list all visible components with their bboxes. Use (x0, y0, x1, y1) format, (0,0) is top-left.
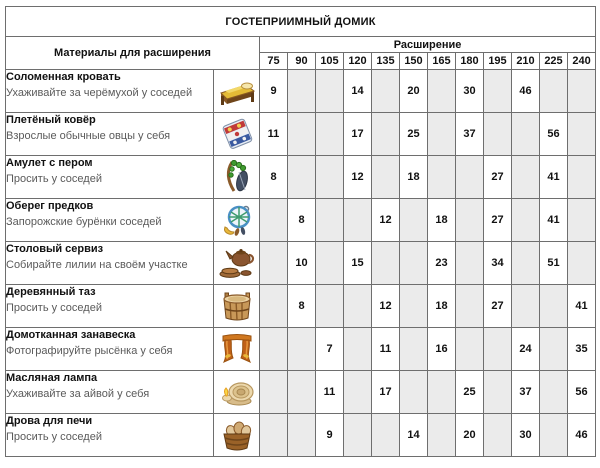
value-cell: 41 (568, 285, 596, 328)
oil-lamp-icon (214, 371, 260, 414)
empty-cell (540, 70, 568, 113)
value-cell: 30 (512, 414, 540, 457)
material-row (6, 285, 596, 328)
empty-cell (260, 328, 288, 371)
empty-cell (512, 242, 540, 285)
material-task: Просить у соседей (6, 431, 102, 443)
empty-cell (456, 199, 484, 242)
material-cell (6, 156, 214, 199)
empty-cell (344, 414, 372, 457)
empty-cell (568, 156, 596, 199)
material-name: Дрова для печи (6, 415, 93, 427)
empty-cell (428, 70, 456, 113)
empty-cell (372, 113, 400, 156)
empty-cell (428, 371, 456, 414)
value-cell: 11 (372, 328, 400, 371)
material-task: Ухаживайте за айвой у себя (6, 388, 150, 400)
value-cell: 12 (372, 285, 400, 328)
empty-cell (344, 328, 372, 371)
value-cell: 14 (400, 414, 428, 457)
value-cell: 37 (512, 371, 540, 414)
empty-cell (344, 371, 372, 414)
material-task: Просить у соседей (6, 302, 102, 314)
value-cell: 17 (372, 371, 400, 414)
empty-cell (568, 242, 596, 285)
material-row (6, 414, 596, 457)
value-cell: 46 (512, 70, 540, 113)
empty-cell (400, 371, 428, 414)
material-row (6, 70, 596, 113)
empty-cell (484, 70, 512, 113)
value-cell: 11 (316, 371, 344, 414)
empty-cell (288, 70, 316, 113)
value-cell: 9 (260, 70, 288, 113)
empty-cell (484, 113, 512, 156)
value-cell: 25 (400, 113, 428, 156)
empty-cell (372, 414, 400, 457)
value-cell: 14 (344, 70, 372, 113)
empty-cell (540, 414, 568, 457)
expansion-materials-table (5, 6, 596, 457)
value-cell: 8 (260, 156, 288, 199)
size-header-210: 210 (512, 53, 540, 70)
material-cell (6, 371, 214, 414)
empty-cell (428, 156, 456, 199)
straw-bed-icon (214, 70, 260, 113)
size-header-90: 90 (288, 53, 316, 70)
value-cell: 23 (428, 242, 456, 285)
material-task: Запорожские бурёнки соседей (6, 216, 162, 228)
empty-cell (400, 285, 428, 328)
material-row (6, 371, 596, 414)
title-row (6, 7, 596, 37)
empty-cell (316, 199, 344, 242)
material-cell (6, 285, 214, 328)
value-cell: 12 (372, 199, 400, 242)
value-cell: 20 (456, 414, 484, 457)
material-name: Амулет с пером (6, 157, 93, 169)
value-cell: 27 (484, 285, 512, 328)
material-task: Фотографируйте рысёнка у себя (6, 345, 173, 357)
material-row (6, 242, 596, 285)
materials-column-header: Материалы для расширения (6, 37, 260, 70)
value-cell: 8 (288, 285, 316, 328)
empty-cell (428, 414, 456, 457)
value-cell: 46 (568, 414, 596, 457)
empty-cell (540, 371, 568, 414)
empty-cell (484, 328, 512, 371)
material-name: Масляная лампа (6, 372, 98, 384)
empty-cell (316, 285, 344, 328)
value-cell: 8 (288, 199, 316, 242)
firewood-icon (214, 414, 260, 457)
empty-cell (568, 199, 596, 242)
value-cell: 56 (540, 113, 568, 156)
empty-cell (316, 113, 344, 156)
empty-cell (260, 242, 288, 285)
size-header-240: 240 (568, 53, 596, 70)
value-cell: 30 (456, 70, 484, 113)
curtain-icon (214, 328, 260, 371)
material-task: Взрослые обычные овцы у себя (6, 130, 171, 142)
value-cell: 20 (400, 70, 428, 113)
empty-cell (456, 328, 484, 371)
empty-cell (288, 414, 316, 457)
empty-cell (260, 285, 288, 328)
header-row-top (6, 37, 596, 53)
material-cell (6, 328, 214, 371)
value-cell: 10 (288, 242, 316, 285)
empty-cell (400, 242, 428, 285)
material-cell (6, 414, 214, 457)
empty-cell (512, 199, 540, 242)
empty-cell (456, 242, 484, 285)
empty-cell (512, 156, 540, 199)
empty-cell (372, 156, 400, 199)
size-header-150: 150 (400, 53, 428, 70)
empty-cell (484, 414, 512, 457)
empty-cell (456, 285, 484, 328)
material-name: Оберег предков (6, 200, 94, 212)
value-cell: 16 (428, 328, 456, 371)
empty-cell (400, 199, 428, 242)
empty-cell (344, 199, 372, 242)
empty-cell (540, 328, 568, 371)
value-cell: 27 (484, 156, 512, 199)
material-row (6, 113, 596, 156)
value-cell: 18 (428, 199, 456, 242)
empty-cell (288, 113, 316, 156)
tea-set-icon (214, 242, 260, 285)
table-title: ГОСТЕПРИИМНЫЙ ДОМИК (6, 7, 596, 37)
material-name: Деревянный таз (6, 286, 96, 298)
size-header-75: 75 (260, 53, 288, 70)
value-cell: 56 (568, 371, 596, 414)
empty-cell (288, 156, 316, 199)
ancestor-charm-icon (214, 199, 260, 242)
material-name: Домотканная занавеска (6, 329, 136, 341)
material-cell (6, 70, 214, 113)
size-header-180: 180 (456, 53, 484, 70)
empty-cell (344, 285, 372, 328)
material-task: Ухаживайте за черёмухой у соседей (6, 87, 193, 99)
value-cell: 18 (400, 156, 428, 199)
empty-cell (288, 371, 316, 414)
empty-cell (400, 328, 428, 371)
empty-cell (372, 70, 400, 113)
material-row (6, 328, 596, 371)
value-cell: 37 (456, 113, 484, 156)
feather-amulet-icon (214, 156, 260, 199)
material-row (6, 199, 596, 242)
expansion-guide-page (5, 6, 596, 457)
size-header-195: 195 (484, 53, 512, 70)
empty-cell (512, 285, 540, 328)
material-row (6, 156, 596, 199)
empty-cell (484, 371, 512, 414)
material-name: Столовый сервиз (6, 243, 104, 255)
material-cell (6, 113, 214, 156)
empty-cell (288, 328, 316, 371)
size-header-165: 165 (428, 53, 456, 70)
value-cell: 18 (428, 285, 456, 328)
empty-cell (260, 371, 288, 414)
material-task: Собирайте лилии на своём участке (6, 259, 188, 271)
value-cell: 17 (344, 113, 372, 156)
material-name: Плетёный ковёр (6, 114, 96, 126)
value-cell: 25 (456, 371, 484, 414)
value-cell: 51 (540, 242, 568, 285)
empty-cell (568, 70, 596, 113)
size-header-105: 105 (316, 53, 344, 70)
empty-cell (512, 113, 540, 156)
woven-rug-icon (214, 113, 260, 156)
size-header-225: 225 (540, 53, 568, 70)
empty-cell (260, 414, 288, 457)
empty-cell (540, 285, 568, 328)
material-cell (6, 242, 214, 285)
empty-cell (568, 113, 596, 156)
empty-cell (316, 242, 344, 285)
value-cell: 11 (260, 113, 288, 156)
materials-rows (6, 70, 596, 457)
value-cell: 41 (540, 199, 568, 242)
value-cell: 9 (316, 414, 344, 457)
expansion-group-header: Расширение (260, 37, 596, 53)
value-cell: 27 (484, 199, 512, 242)
value-cell: 12 (344, 156, 372, 199)
empty-cell (456, 156, 484, 199)
value-cell: 41 (540, 156, 568, 199)
empty-cell (260, 199, 288, 242)
empty-cell (316, 70, 344, 113)
value-cell: 24 (512, 328, 540, 371)
material-name: Соломенная кровать (6, 71, 121, 83)
empty-cell (372, 242, 400, 285)
size-header-135: 135 (372, 53, 400, 70)
empty-cell (428, 113, 456, 156)
value-cell: 7 (316, 328, 344, 371)
material-cell (6, 199, 214, 242)
value-cell: 34 (484, 242, 512, 285)
material-task: Просить у соседей (6, 173, 102, 185)
value-cell: 15 (344, 242, 372, 285)
empty-cell (316, 156, 344, 199)
wooden-tub-icon (214, 285, 260, 328)
value-cell: 35 (568, 328, 596, 371)
size-header-120: 120 (344, 53, 372, 70)
